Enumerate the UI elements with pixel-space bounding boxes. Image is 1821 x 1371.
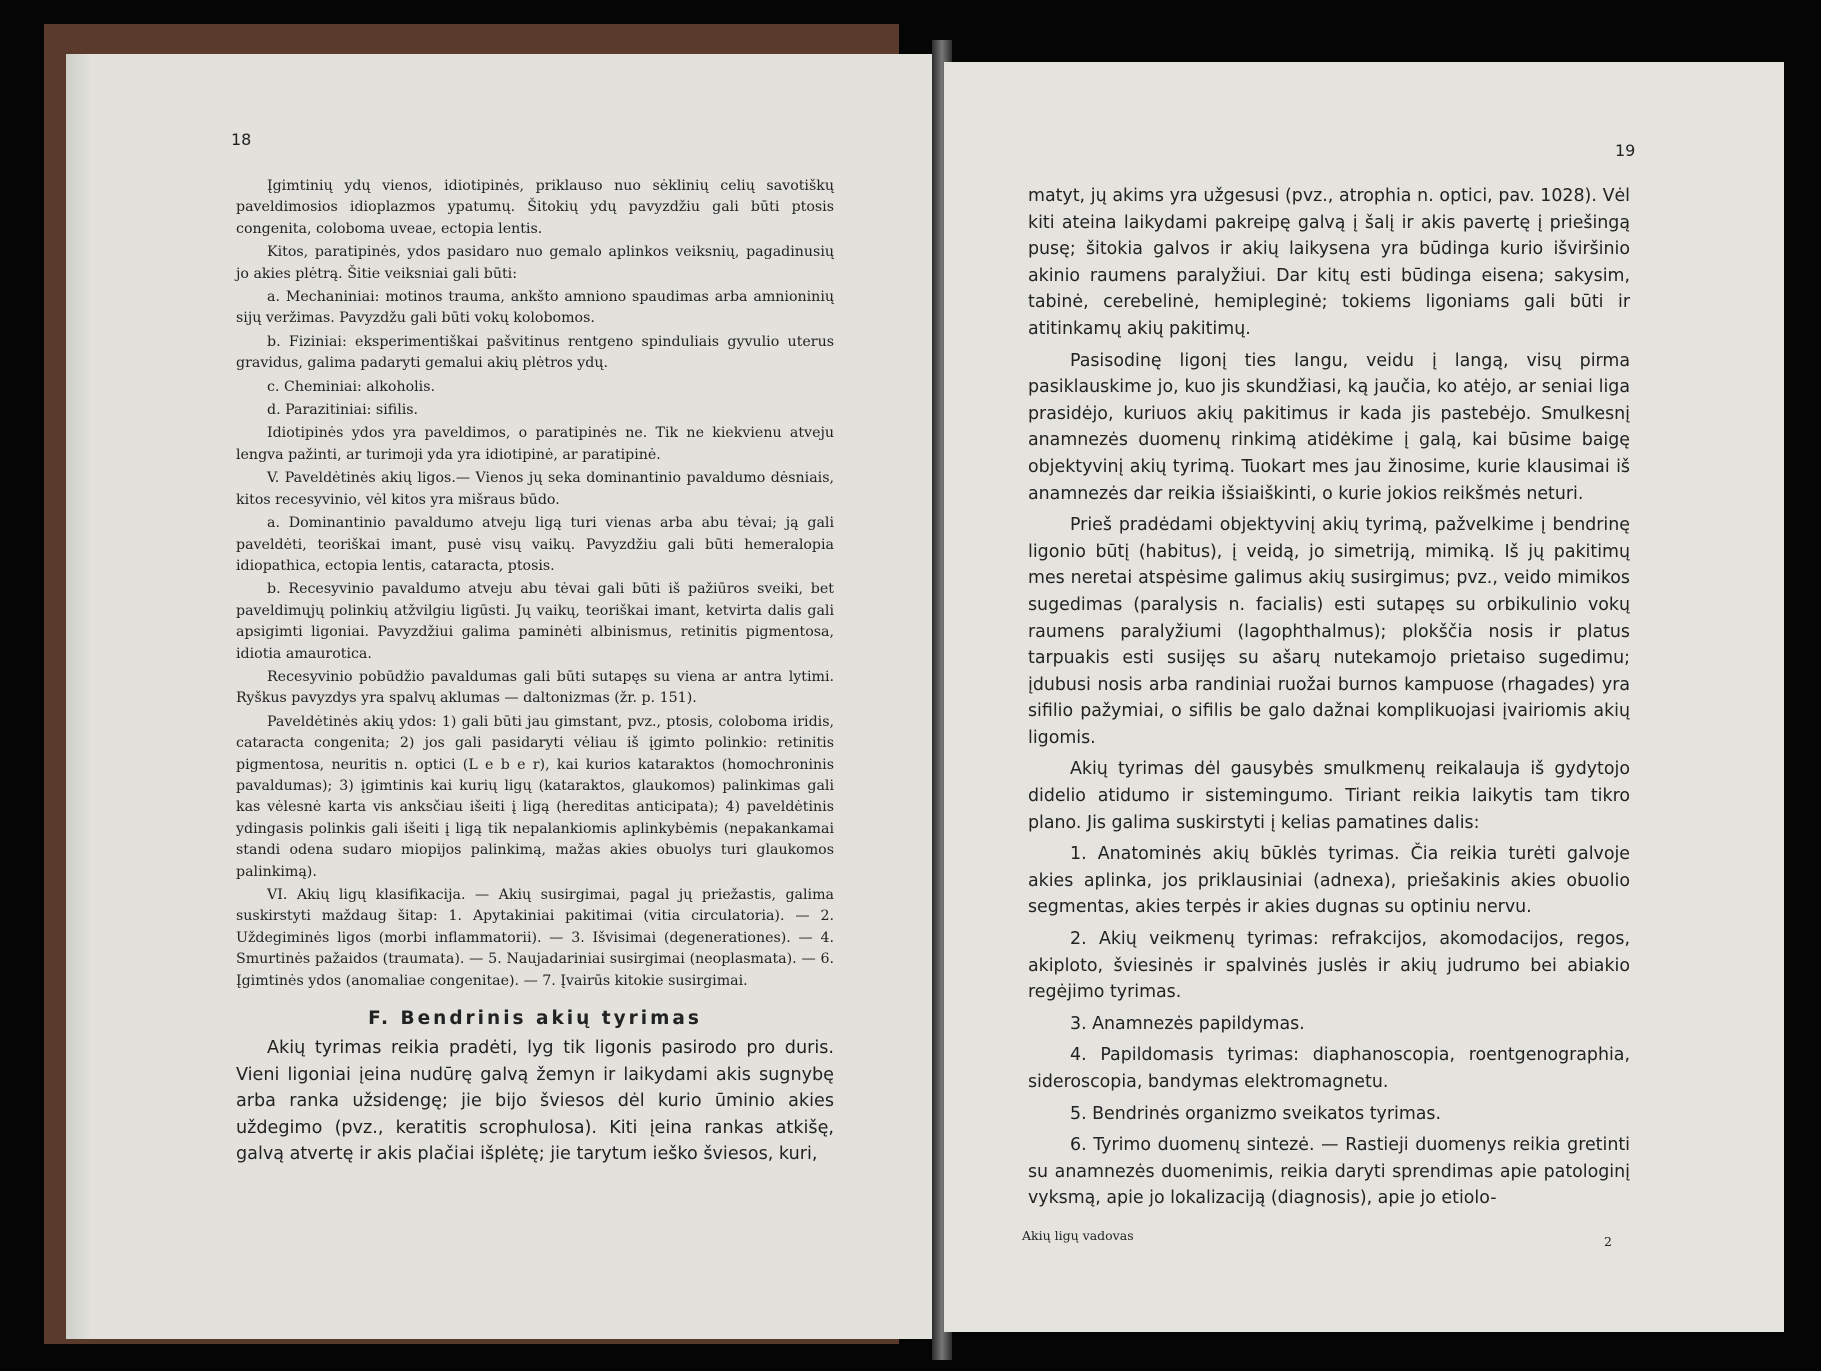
paragraph: 4. Papildomasis tyrimas: diaphanoscopia, roentgenographia, sideroscopia, bandymas elektromagnetu. bbox=[1028, 1045, 1630, 1092]
paragraph: 6. Tyrimo duomenų sintezė. — Rastieji duomenys reikia gretinti su anamnezės duomenimis, reikia daryti sprendimas apie patologinį vyksmą, apie jo lokalizaciją (diagnosis), apie jo etiolo- bbox=[1028, 1135, 1630, 1209]
paragraph: a. Mechaniniai: motinos trauma, ankšto amniono spaudimas arba amnioninių sijų veržimas. Pavyzdžu gali būti vokų kolobomos. bbox=[236, 289, 834, 327]
signature-mark: 2 bbox=[1604, 1234, 1612, 1249]
right-page-text bbox=[1028, 183, 1630, 1217]
paragraph: b. Fiziniai: eksperimentiškai pašvitinus rentgeno spinduliais gyvulio uterus gravidus, galima padaryti gemalui akių plėtros ydų. bbox=[236, 333, 834, 372]
paragraph: Paveldėtinės akių ydos: 1) gali būti jau gimstant, pvz., ptosis, coloboma iridis, cataracta congenita; 2) jos gali pasidaryti vėliau iš įgimto polinkio: retinitis pigmentosa, neuritis n. optici (L e b e r), kai kurios kataraktos (homochroninis pavaldumas); 3) įgimtinis kai kurių ligų (kataraktos, glaukomos) palinkimas gali kas vėlesnė karta vis anksčiau išeiti į ligą (hereditas anticipata); 4) paveldėtinis ydingasis polinkis gali išeiti į ligą tik nepalankiomis aplinkybėmis (nepakankamai standi odena sudaro miopijos palinkimą, mažas akies obuolys turi glaukomos palinkimą). bbox=[236, 713, 834, 880]
paragraph: Kitos, paratipinės, ydos pasidaro nuo gemalo aplinkos veiksnių, pagadinusių jo akies plėtrą. Šitie veiksniai gali būti: bbox=[236, 244, 834, 282]
paragraph: d. Parazitiniai: sifilis. bbox=[267, 402, 419, 419]
paragraph: a. Dominantinio pavaldumo atveju ligą turi vienas arba abu tėvai; ją gali paveldėti, teoriškai imant, pusė visų vaikų. Pavyzdžiu gali būti hemeralopia idiopathica, ectopia lentis, cataracta, ptosis. bbox=[236, 515, 834, 574]
paragraph: Recesyvinio pobūdžio pavaldumas gali būti sutapęs su viena ar antra lytimi. Ryškus pavyzdys yra spalvų aklumas — daltonizmas (žr. p. 151). bbox=[236, 668, 834, 707]
left-page-text bbox=[236, 176, 834, 1170]
left-page-number: 18 bbox=[231, 130, 252, 149]
paragraph: V. Paveldėtinės akių ligos.— Vienos jų seka dominantinio pavaldumo dėsniais, kitos recesyvinio, vėl kitos yra mišraus būdo. bbox=[236, 470, 834, 508]
paragraph: c. Cheminiai: alkoholis. bbox=[267, 378, 435, 395]
paragraph: b. Recesyvinio pavaldumo atveju abu tėvai gali būti iš pažiūros sveiki, bet paveldimųjų polinkių atžvilgiu ligūsti. Jų vaikų, teoriškai imant, ketvirta dalis gali apsigimti ligoniai. Pavyzdžiui galima paminėti albinismus, retinitis pigmentosa, idiotia amaurotica. bbox=[236, 581, 834, 662]
paragraph: matyt, jų akims yra užgesusi (pvz., atrophia n. optici, pav. 1028). Vėl kiti ateina laikydami pakreipę galvą į šalį ir akis pavertę į priešingą pusę; šitokia galvos ir akių laikysena yra būdinga kurio išviršinio akinio raumens paralyžiui. Dar kitų esti būdinga eisena; sakysim, tabinė, cerebelinė, hemipleginė; tokiems ligoniams gali būti ir atitinkamų akių pakitimų. bbox=[1028, 186, 1630, 339]
paragraph: 3. Anamnezės papildymas. bbox=[1070, 1013, 1305, 1034]
footer-title: Akių ligų vadovas bbox=[1022, 1228, 1134, 1243]
paragraph: Idiotipinės ydos yra paveldimos, o paratipinės ne. Tik ne kiekvienu atveju lengva pažinti, ar turimoji yda yra idiotipinė, ar paratipinė. bbox=[236, 425, 834, 463]
paragraph: Įgimtinių ydų vienos, idiotipinės, priklauso nuo sėklinių celių savotiškų paveldimosios idioplazmos ypatumų. Šitokių ydų pavyzdžiu gali būti ptosis congenita, coloboma uveae, ectopia lentis. bbox=[236, 178, 834, 237]
section-heading: F. Bendrinis akių tyrimas bbox=[368, 1008, 702, 1030]
paragraph: 1. Anatominės akių būklės tyrimas. Čia reikia turėti galvoje akies aplinka, jos priklausiniai (adnexa), priešakinis akies obuolio segmentas, akies terpės ir akies dugnas su optiniu nervu. bbox=[1028, 844, 1630, 918]
paragraph: Akių tyrimas reikia pradėti, lyg tik ligonis pasirodo pro duris. Vieni ligoniai įeina nudūrę galvą žemyn ir laikydami akis sugnybę arba ranka užsidengę; jie bijo šviesos dėl kurio ūminio akies uždegimo (pvz., keratitis scrophulosa). Kiti įeina rankas atkišę, galvą atvertę ir akis plačiai išplėtę; jie tarytum ieško šviesos, kuri, bbox=[236, 1038, 834, 1165]
paragraph: VI. Akių ligų klasifikacija. — Akių susirgimai, pagal jų priežastis, galima suskirstyti maždaug šitap: 1. Apytakiniai pakitimai (vitia circulatoria). — 2. Uždegiminės ligos (morbi inflammatorii). — 3. Išvisimai (degenerationes). — 4. Smurtinės pažaidos (traumata). — 5. Naujadariniai susirgimai (neoplasmata). — 6. Įgimtinės ydos (anomaliae congenitae). — 7. Įvairūs kitokie susirgimai. bbox=[236, 887, 834, 989]
paragraph: 5. Bendrinės organizmo sveikatos tyrimas. bbox=[1070, 1103, 1442, 1124]
paragraph: Prieš pradėdami objektyvinį akių tyrimą, pažvelkime į bendrinę ligonio būtį (habitus), į veidą, jo simetriją, mimiką. Iš jų pakitimų mes neretai atspėsime galimus akių susirgimus; pvz., veido mimikos sugedimas (paralysis n. facialis) esti sutapęs su orbikulinio vokų raumens paralyžiumi (lagophthalmus); plokščia nosis ir platus tarpuakis esti susijęs su ašarų nutekamojo prietaiso sugedimu; įdubusi nosis arba randiniai ruožai burnos kampuose (rhagades) yra sifilio pažymiai, o sifilis be galo dažnai komplikuojasi įvairiomis akių ligomis. bbox=[1028, 515, 1630, 748]
paragraph: Pasisodinę ligonį ties langu, veidu į langą, visų pirma pasiklauskime jo, kuo jis skundžiasi, ką jaučia, ko atėjo, ar seniai liga prasidėjo, kuriuos akių pakitimus ir kada jis pastebėjo. Smulkesnį anamnezės duomenų rinkimą atidėkime į galą, kai būsime baigę objektyvinį akių tyrimą. Tuokart mes jau žinosime, kurie klausimai iš anamnezės dar reikia išsiaiškinti, o kurie jokios reikšmės neturi. bbox=[1028, 350, 1630, 504]
paragraph: 2. Akių veikmenų tyrimas: refrakcijos, akomodacijos, regos, akiploto, šviesinės ir spalvinės juslės ir akių judrumo bei abiakio regėjimo tyrimas. bbox=[1028, 929, 1630, 1003]
right-page-number: 19 bbox=[1615, 141, 1636, 160]
paragraph: Akių tyrimas dėl gausybės smulkmenų reikalauja iš gydytojo didelio atidumo ir sistemingumo. Tiriant reikia laikytis tam tikro plano. Jis galima suskirstyti į kelias pamatines dalis: bbox=[1028, 759, 1630, 833]
